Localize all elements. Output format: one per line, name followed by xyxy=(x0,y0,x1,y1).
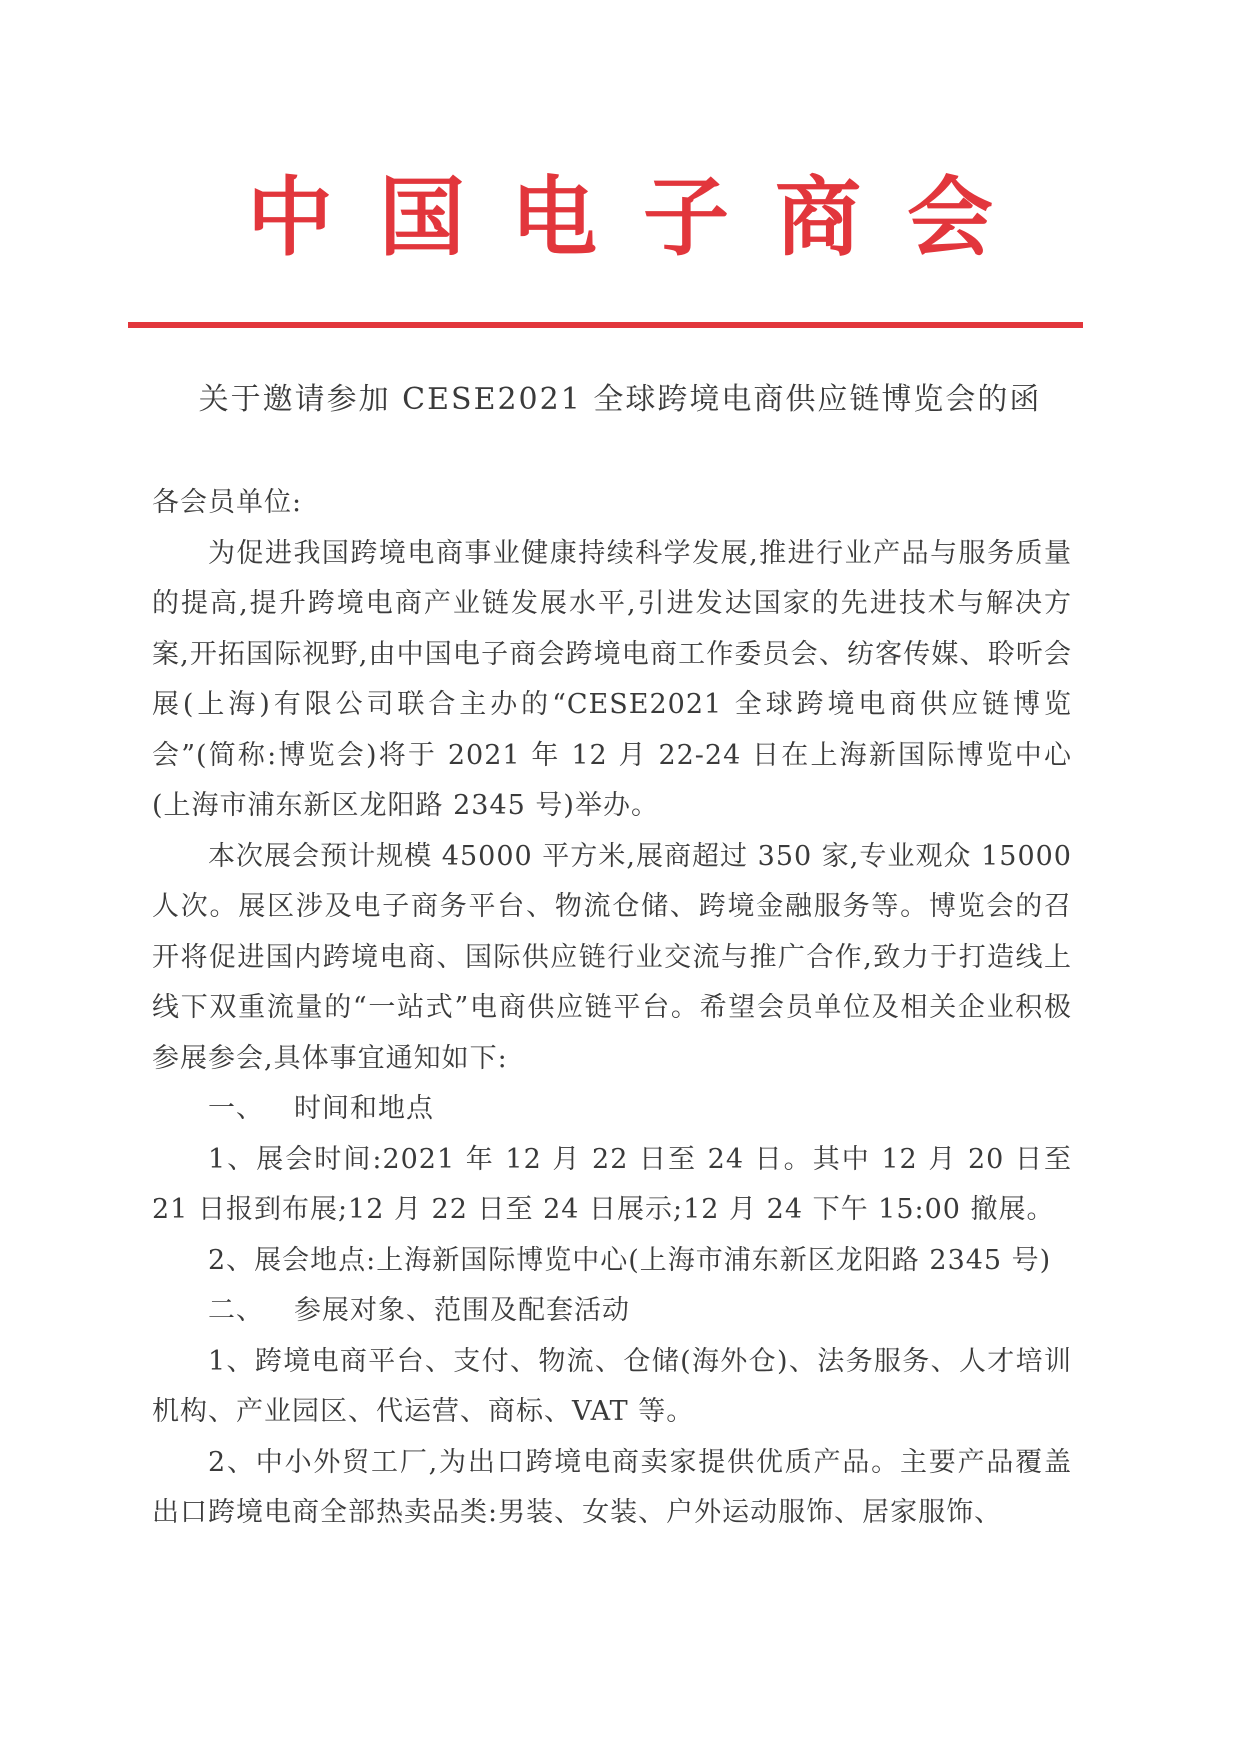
section-two-item-1: 1、跨境电商平台、支付、物流、仓储(海外仓)、法务服务、人才培训机构、产业园区、代运营、商标、VAT 等。 xyxy=(152,1345,1072,1427)
paragraph-scale: 本次展会预计规模 45000 平方米,展商超过 350 家,专业观众 15000 人次。展区涉及电子商务平台、物流仓储、跨境金融服务等。博览会的召开将促进国内跨境电商、国际供应链行业交流与推广合作,致力于打造线上线下双重流量的“一站式”电商供应链平台。希望会员单位及相关企业积极参展参会,具体事宜通知如下: xyxy=(152,840,1072,1074)
paragraph-intro: 为促进我国跨境电商事业健康持续科学发展,推进行业产品与服务质量的提高,提升跨境电商产业链发展水平,引进发达国家的先进技术与解决方案,开拓国际视野,由中国电子商会跨境电商工作委员会、纺客传媒、聆听会展(上海)有限公司联合主办的“CESE2021 全球跨境电商供应链博览会”(简称:博览会)将于 2021 年 12 月 22-24 日在上海新国际博览中心(上海市浦东新区龙阳路 2345 号)举办。 xyxy=(152,537,1072,821)
section-one-item-1: 1、展会时间:2021 年 12 月 22 日至 24 日。其中 12 月 20 日至 21 日报到布展;12 月 22 日至 24 日展示;12 月 24 下午 15:00 撤展。 xyxy=(152,1143,1072,1225)
letterhead-org-name: 中国电子商会 xyxy=(247,167,1039,268)
section-one-title: 时间和地点 xyxy=(294,1093,434,1124)
section-two-number: 二、 xyxy=(208,1295,264,1326)
section-one-item-2: 2、展会地点:上海新国际博览中心(上海市浦东新区龙阳路 2345 号) xyxy=(208,1244,1052,1276)
section-two-title: 参展对象、范围及配套活动 xyxy=(294,1295,630,1326)
salutation: 各会员单位: xyxy=(152,487,303,518)
document-title: 关于邀请参加 CESE2021 全球跨境电商供应链博览会的函 xyxy=(198,382,1042,417)
section-two-heading xyxy=(152,1286,1072,1337)
section-one-heading xyxy=(152,1084,1072,1135)
section-two-item-2: 2、中小外贸工厂,为出口跨境电商卖家提供优质产品。主要产品覆盖出口跨境电商全部热卖品类:男装、女装、户外运动服饰、居家服饰、 xyxy=(152,1446,1072,1528)
letterhead-divider xyxy=(128,322,1083,328)
document-body xyxy=(152,478,1072,1539)
section-one-number: 一、 xyxy=(208,1093,264,1124)
